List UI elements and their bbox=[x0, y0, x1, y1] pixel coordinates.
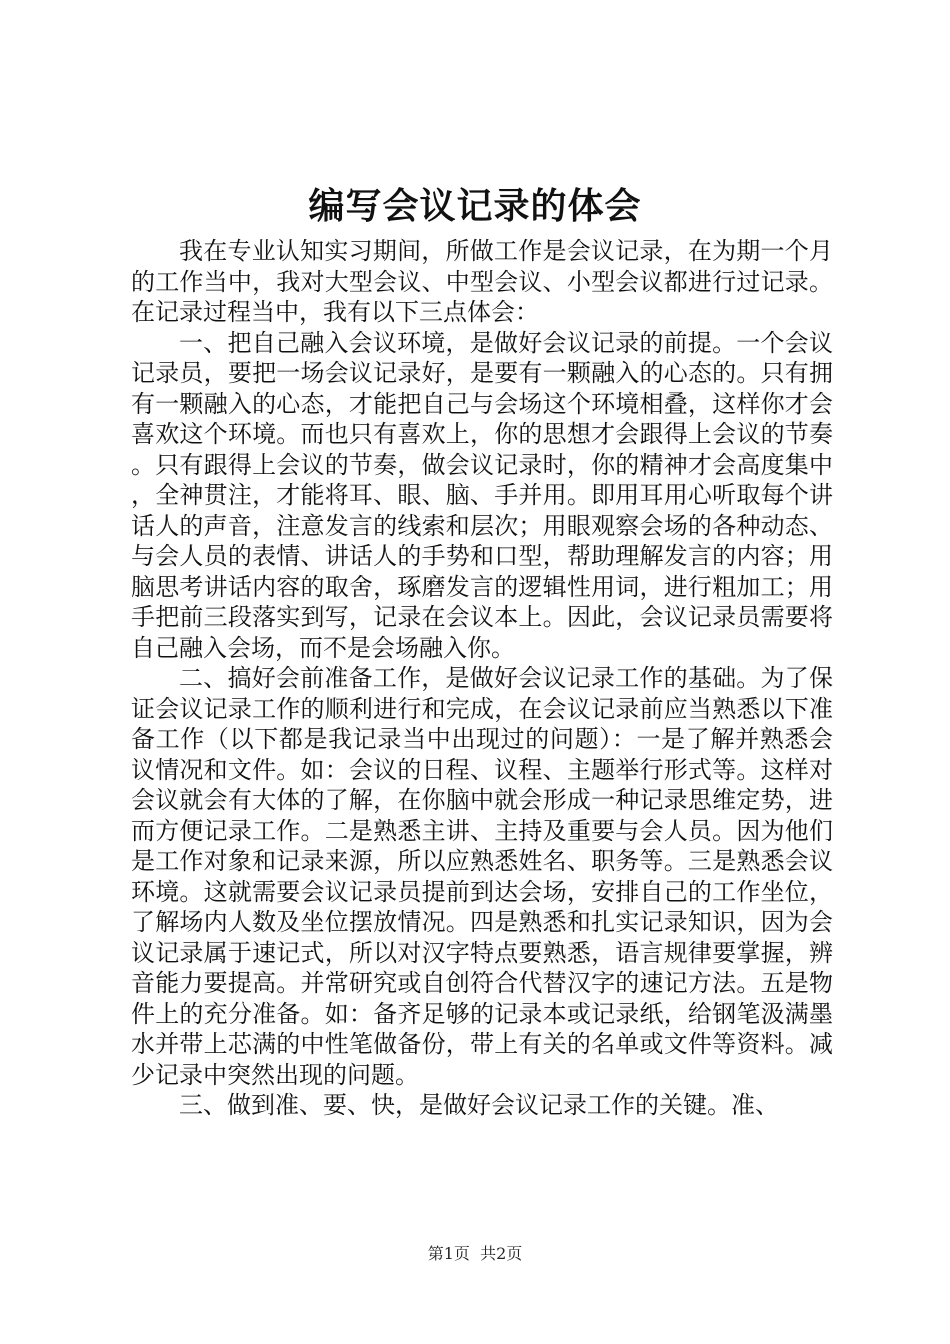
page-footer bbox=[0, 1243, 950, 1265]
paragraph-point-three: 三、做到准、要、快，是做好会议记录工作的关键。准、 bbox=[179, 1091, 779, 1119]
paragraph-point-two: 二、搞好会前准备工作，是做好会议记录工作的基础。为了保证会议记录工作的顺利进行和完成，在会议记录前应当熟悉以下准备工作（以下都是我记录当中出现过的问题）：一是了解并熟悉会议情况和文件。如：会议的日程、议程、主题举行形式等。这样对会议就会有大体的了解，在你脑中就会形成一种记录思维定势，进而方便记录工作。二是熟悉主讲、主持及重要与会人员。因为他们是工作对象和记录来源，所以应熟悉姓名、职务等。三是熟悉会议环境。这就需要会议记录员提前到达会场，安排自己的工作坐位，了解场内人数及坐位摆放情况。四是熟悉和扎实记录知识，因为会议记录属于速记式，所以对汉字特点要熟悉，语言规律要掌握，辨音能力要提高。并常研究或自创符合代替汉字的速记方法。五是物件上的充分准备。如：备齐足够的记录本或记录纸，给钢笔汲满墨水并带上芯满的中性笔做备份，带上有关的名单或文件等资料。减少记录中突然出现的问题。 bbox=[131, 664, 833, 1089]
document-body bbox=[131, 236, 833, 1121]
document-title: 编写会议记录的体会 bbox=[308, 186, 642, 227]
paragraph-point-one: 一、把自己融入会议环境，是做好会议记录的前提。一个会议记录员，要把一场会议记录好，是要有一颗融入的心态的。只有拥有一颗融入的心态，才能把自己与会场这个环境相叠，这样你才会喜欢这个环境。而也只有喜欢上，你的思想才会跟得上会议的节奏。只有跟得上会议的节奏，做会议记录时，你的精神才会高度集中，全神贯注，才能将耳、眼、脑、手并用。即用耳用心听取每个讲话人的声音，注意发言的线索和层次；用眼观察会场的各种动态、与会人员的表情、讲话人的手势和口型，帮助理解发言的内容；用脑思考讲话内容的取舍，琢磨发言的逻辑性用词，进行粗加工；用手把前三段落实到写，记录在会议本上。因此，会议记录员需要将自己融入会场，而不是会场融入你。 bbox=[131, 328, 833, 662]
page-number: 第1页 共2页 bbox=[427, 1244, 523, 1263]
paragraph-intro: 我在专业认知实习期间，所做工作是会议记录，在为期一个月的工作当中，我对大型会议、中型会议、小型会议都进行过记录。在记录过程当中，我有以下三点体会： bbox=[131, 237, 833, 326]
